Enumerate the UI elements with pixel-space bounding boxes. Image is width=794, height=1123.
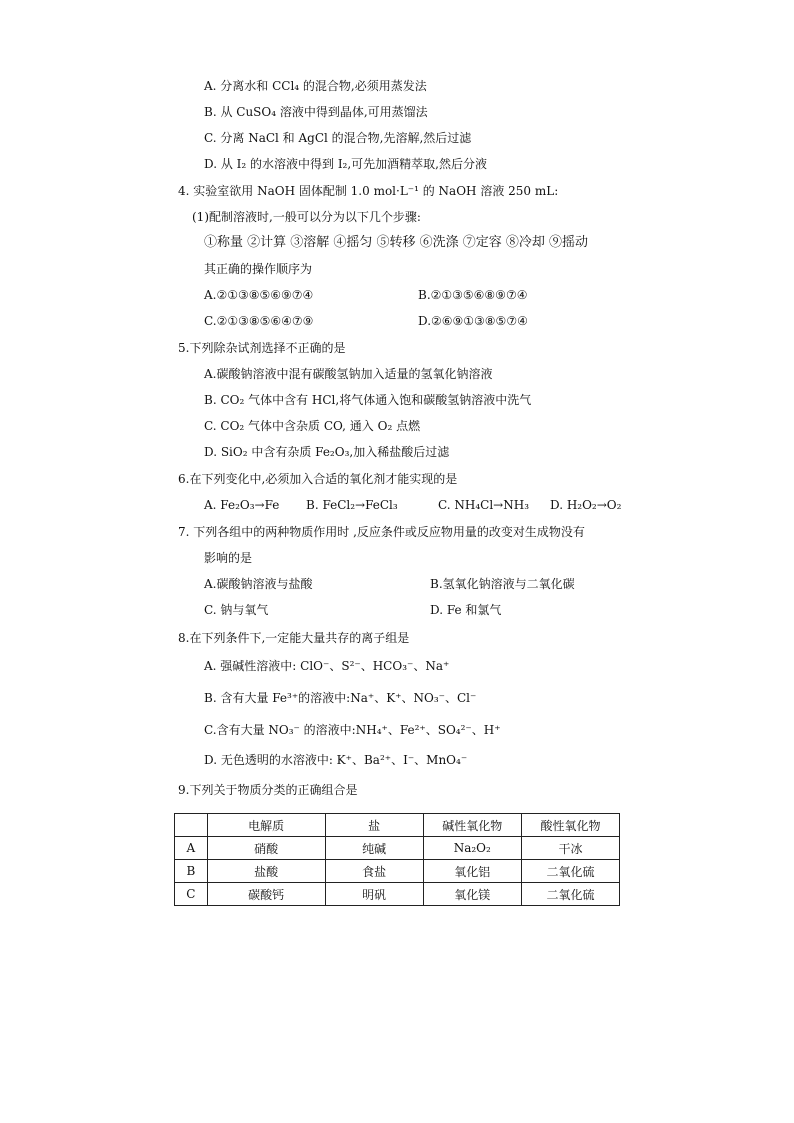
table-cell: 纯碱 xyxy=(325,837,423,860)
table-cell: 明矾 xyxy=(325,883,423,906)
q8-option-d: D. 无色透明的水溶液中: K⁺、Ba²⁺、I⁻、MnO₄⁻ xyxy=(204,753,468,767)
q5-stem: 5.下列除杂试剂选择不正确的是 xyxy=(178,341,346,355)
q4-subquestion-1: (1)配制溶液时,一般可以分为以下几个步骤: xyxy=(192,210,421,224)
q7-option-d: D. Fe 和氯气 xyxy=(430,603,502,617)
q4-option-c: C.②①③⑧⑤⑥④⑦⑨ xyxy=(204,314,314,328)
table-cell: 二氧化硫 xyxy=(521,860,619,883)
q7-option-a: A.碳酸钠溶液与盐酸 xyxy=(204,577,313,591)
q7-option-c: C. 钠与氧气 xyxy=(204,603,269,617)
table-cell: C xyxy=(175,883,208,906)
q4-option-b: B.②①③⑤⑥⑧⑨⑦④ xyxy=(418,288,528,302)
table-cell: 碳酸钙 xyxy=(207,883,325,906)
table-cell: 氧化铝 xyxy=(423,860,521,883)
table-cell: 食盐 xyxy=(325,860,423,883)
q7-option-b: B.氢氧化钠溶液与二氧化碳 xyxy=(430,577,575,591)
q5-option-a: A.碳酸钠溶液中混有碳酸氢钠加入适量的氢氧化钠溶液 xyxy=(204,367,493,381)
q6-stem: 6.在下列变化中,必须加入合适的氧化剂才能实现的是 xyxy=(178,472,458,486)
q4-option-a: A.②①③⑧⑤⑥⑨⑦④ xyxy=(204,288,314,302)
q8-option-c: C.含有大量 NO₃⁻ 的溶液中:NH₄⁺、Fe²⁺、SO₄²⁻、H⁺ xyxy=(204,723,501,737)
q6-option-b: B. FeCl₂→FeCl₃ xyxy=(306,498,398,512)
q6-option-d: D. H₂O₂→O₂ xyxy=(550,498,622,512)
q7-stem: 7. 下列各组中的两种物质作用时 ,反应条件或反应物用量的改变对生成物没有 xyxy=(178,525,585,539)
table-cell: 氧化镁 xyxy=(423,883,521,906)
table-row xyxy=(175,837,620,860)
q4-option-d: D.②⑥⑨①③⑧⑤⑦④ xyxy=(418,314,528,328)
table-cell: 干冰 xyxy=(521,837,619,860)
q6-option-c: C. NH₄Cl→NH₃ xyxy=(438,498,530,512)
table-row xyxy=(175,860,620,883)
q8-option-b: B. 含有大量 Fe³⁺的溶液中:Na⁺、K⁺、NO₃⁻、Cl⁻ xyxy=(204,691,477,705)
classification-table xyxy=(174,813,620,906)
q9-stem: 9.下列关于物质分类的正确组合是 xyxy=(178,783,358,797)
q7-stem-continued: 影响的是 xyxy=(204,551,253,565)
table-header-row xyxy=(175,814,620,837)
q4-steps: ①称量 ②计算 ③溶解 ④摇匀 ⑤转移 ⑥洗涤 ⑦定容 ⑧冷却 ⑨摇动 xyxy=(204,235,589,250)
table-cell: Na₂O₂ xyxy=(423,837,521,860)
q3-option-c: C. 分离 NaCl 和 AgCl 的混合物,先溶解,然后过滤 xyxy=(204,131,472,145)
q5-option-c: C. CO₂ 气体中含杂质 CO, 通入 O₂ 点燃 xyxy=(204,419,421,433)
table-row xyxy=(175,883,620,906)
table-cell: 硝酸 xyxy=(207,837,325,860)
q4-order-prompt: 其正确的操作顺序为 xyxy=(204,262,313,276)
q8-stem: 8.在下列条件下,一定能大量共存的离子组是 xyxy=(178,631,410,645)
table-header-cell: 碱性氧化物 xyxy=(423,814,521,837)
table-cell: 二氧化硫 xyxy=(521,883,619,906)
q3-option-a: A. 分离水和 CCl₄ 的混合物,必须用蒸发法 xyxy=(204,79,427,93)
q8-option-a: A. 强碱性溶液中: ClO⁻、S²⁻、HCO₃⁻、Na⁺ xyxy=(204,659,450,673)
table-header-cell: 电解质 xyxy=(207,814,325,837)
table-header-cell: 酸性氧化物 xyxy=(521,814,619,837)
q5-option-d: D. SiO₂ 中含有杂质 Fe₂O₃,加入稀盐酸后过滤 xyxy=(204,445,450,459)
q5-option-b: B. CO₂ 气体中含有 HCl,将气体通入饱和碳酸氢钠溶液中洗气 xyxy=(204,393,532,407)
table-cell: 盐酸 xyxy=(207,860,325,883)
table-header-cell: 盐 xyxy=(325,814,423,837)
table-header-cell xyxy=(175,814,208,837)
q3-option-d: D. 从 I₂ 的水溶液中得到 I₂,可先加酒精萃取,然后分液 xyxy=(204,157,487,171)
q3-option-b: B. 从 CuSO₄ 溶液中得到晶体,可用蒸馏法 xyxy=(204,105,428,119)
q6-option-a: A. Fe₂O₃→Fe xyxy=(204,498,280,512)
table-cell: B xyxy=(175,860,208,883)
q4-stem: 4. 实验室欲用 NaOH 固体配制 1.0 mol·L⁻¹ 的 NaOH 溶液 250 mL: xyxy=(178,184,559,198)
table-cell: A xyxy=(175,837,208,860)
